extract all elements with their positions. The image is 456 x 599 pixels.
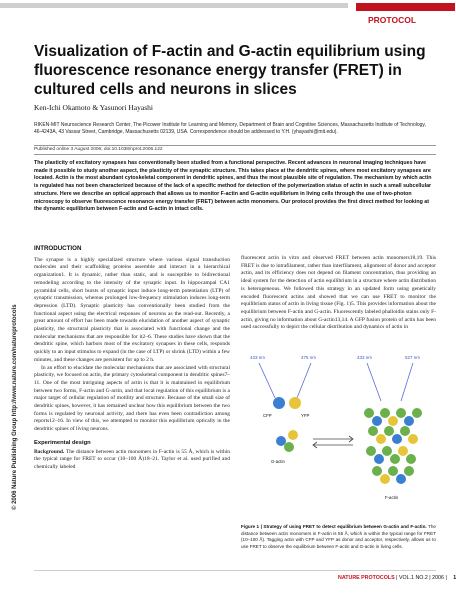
footer-rule xyxy=(34,570,436,571)
excitation-arrow xyxy=(259,363,275,398)
right-column xyxy=(241,255,436,332)
excitation-arrow xyxy=(367,363,381,401)
side-copyright xyxy=(4,240,18,510)
emission-arrow xyxy=(401,363,413,401)
year: 2006 xyxy=(432,575,444,581)
label-yfp: YFP xyxy=(301,413,310,418)
label-433-right: 433 nm xyxy=(357,355,373,360)
caption-title: Strategy of using FRET to detect equilibrium between G-actin and F-actin. xyxy=(263,524,427,529)
paragraph: fluorescent actin in vitro and observed FRET between actin monomers18,19. This FRET is due to intrafilament, rather than interfilament, alignment of donor and acceptor actin, and its efficiency does not depend on filament concentration, thus providing an ideal system for the detection of actin equilibrium in a structure where actin distribution is heterogeneous. We followed this strategy in an updated form using genetically encoded fluorescent actins and showed that we can use FRET to monitor the equilibrium status of actin in living tissue (Fig. 1)5. This provides information about the equilibrium between F-actin and G-actin. Fluorescently labeled phalloidin stains only F-actin, giving no information about G-actin13,14. A GFP fusion protein of actin has been used successfully to depict the cellular distribution and dynamics of actin in xyxy=(241,255,436,331)
journal-name: NATURE PROTOCOLS xyxy=(338,575,395,581)
affiliation: RIKEN-MIT Neuroscience Research Center, The Picower Institute for Learning and Memory, Department of Brain and Cognitive Sciences, Massachusetts Institute of Technology, 46-4243A, 43 Vassar Street, Cambridge, Massachusetts 02139, USA. Correspondence should be addressed to Y.H. (yhayashi@mit.edu). xyxy=(34,122,426,135)
top-rule xyxy=(0,3,348,8)
footer-sep: | xyxy=(396,575,399,581)
protocol-badge: PROTOCOL xyxy=(368,15,417,25)
published-info: Published online 3 August 2006; doi:10.1038/nprot.2006.122 xyxy=(34,147,163,152)
left-column xyxy=(34,245,230,472)
section-heading: INTRODUCTION xyxy=(34,245,82,252)
g-actin-monomer xyxy=(288,430,298,440)
paragraph xyxy=(34,449,230,472)
side-copyright-text: © 2006 Nature Publishing Group http://www.nature.com/natureprotocols xyxy=(12,304,18,510)
footer-sep: | xyxy=(445,575,449,581)
g-actin-monomer xyxy=(284,442,294,452)
caption-text: The distance between actin monomers in F-actin is 55 Å, which is within the typical range for FRET (10–100 Å). Tagging actin with CFP and YFP as donor and acceptor, respectively, allows us to use FRET to observe the equilibrium between F-actin and G-actin in living cells. xyxy=(241,524,436,549)
label-433-left: 433 nm xyxy=(250,355,266,360)
g-actin-monomer xyxy=(276,436,286,446)
divider xyxy=(34,145,436,146)
abstract: The plasticity of excitatory synapses has conventionally been studied from a functional perspective. Recent advances in neuronal imaging techniques have made it possible to study another aspect, the plasticity of the synaptic structure. This takes place at the dendritic spines, where most excitatory synapses are located. Actin is the most abundant cytoskeletal component in dendritic spines, and thus the most plausible site of regulation. The mechanism by which actin is regulated has not been characterized because of the lack of a specific method for detection of the polymerization status of actin in such a small subcellular structure. Here we describe an optical approach that allows us to monitor F-actin and G-actin equilibrium in living cells through the use of two-photon microscopy to observe fluorescence resonance energy transfer (FRET) between actin monomers. Our protocol provides the first direct method for looking at the dynamic equilibrium between F-actin and G-actin in intact cells. xyxy=(34,160,432,213)
label-f-actin: F-actin xyxy=(385,495,399,500)
label-527-right: 527 nm xyxy=(405,355,421,360)
volume-info: VOL.1 NO.2 xyxy=(398,575,428,581)
footer-sep: | xyxy=(429,575,433,581)
divider xyxy=(34,154,436,155)
authors: Ken-Ichi Okamoto & Yasunori Hayashi xyxy=(34,103,153,112)
page-number: 1 xyxy=(453,575,456,581)
label-g-actin: G-actin xyxy=(271,459,285,464)
label-475-left: 475 nm xyxy=(301,355,317,360)
paragraph-lead: Background. xyxy=(34,448,65,455)
subsection-heading: Experimental design xyxy=(34,439,91,446)
article-title: Visualization of F-actin and G-actin equilibrium using fluorescence resonance energy transfer (FRET) in cultured cells and neurons in slices xyxy=(34,43,426,98)
protocol-bar xyxy=(356,3,455,11)
page-footer xyxy=(338,575,456,581)
figure-caption xyxy=(241,524,436,550)
yfp-monomer xyxy=(289,397,301,409)
label-cfp: CFP xyxy=(263,413,272,418)
fret-diagram xyxy=(241,343,436,518)
paragraph-text: The distance between actin monomers in F-actin is 55 Å, which is within the typical range for FRET to occur (10–100 Å)18–21. Taylor et al. used purified and chemically labeled xyxy=(34,448,230,470)
emission-arrow xyxy=(297,363,311,398)
caption-lead: Figure 1 | xyxy=(241,524,264,529)
f-actin-filament xyxy=(364,408,422,484)
paragraph: In an effort to elucidate the molecular mechanisms that are associated with structural plasticity, we focused on actin, the primary cytoskeletal component in dendritic spines7–11. One of the most intriguing aspects of actin is that it is maintained in equilibrium between two forms, F-actin and G-actin, and that local regulation of this equilibrium is a major target of cellular regulation of motility and structure. Because of the small size of dendritic spines, however, it has remained unclear how this equilibrium between the two forms is regulated by neuronal activity, and there has even been contradiction among reports12–16. In view of this, we attempted to monitor this equilibrium optically in the dendritic spines of living neurons. xyxy=(34,364,230,433)
paragraph: The synapse is a highly specialized structure where various signal transduction molecules and their scaffolding proteins assemble and interact in a hierarchical organization1. It is dynamic, rather than static, and is susceptible to bidirectional remodeling according to the intensity of the synaptic input. In hippocampal CA1 pyramidal cells, short bursts of synaptic input induce long-term potentiation (LTP) of synaptic transmission, whereas prolonged low-frequency stimulation induces long-term depression (LTD). Synaptic plasticity has conventionally been studied from the functional aspect using the electrical responses of neurons as the read-out. Recently, a great amount of effort has been made towards elucidation of another aspect of synaptic plasticity, the structural plasticity that is associated with functional change and the molecular mechanisms that are responsible for it2–6. These studies have shown that the dendritic spine, which harbors most of the excitatory synapses in these cells, responds quickly to an input stimulus to expand (in the case of LTP) or shrink (LTD) within a few minutes, and these changes are persistent for up to 2 h. xyxy=(34,256,230,363)
figure-1 xyxy=(241,343,436,518)
cfp-monomer xyxy=(273,397,285,409)
